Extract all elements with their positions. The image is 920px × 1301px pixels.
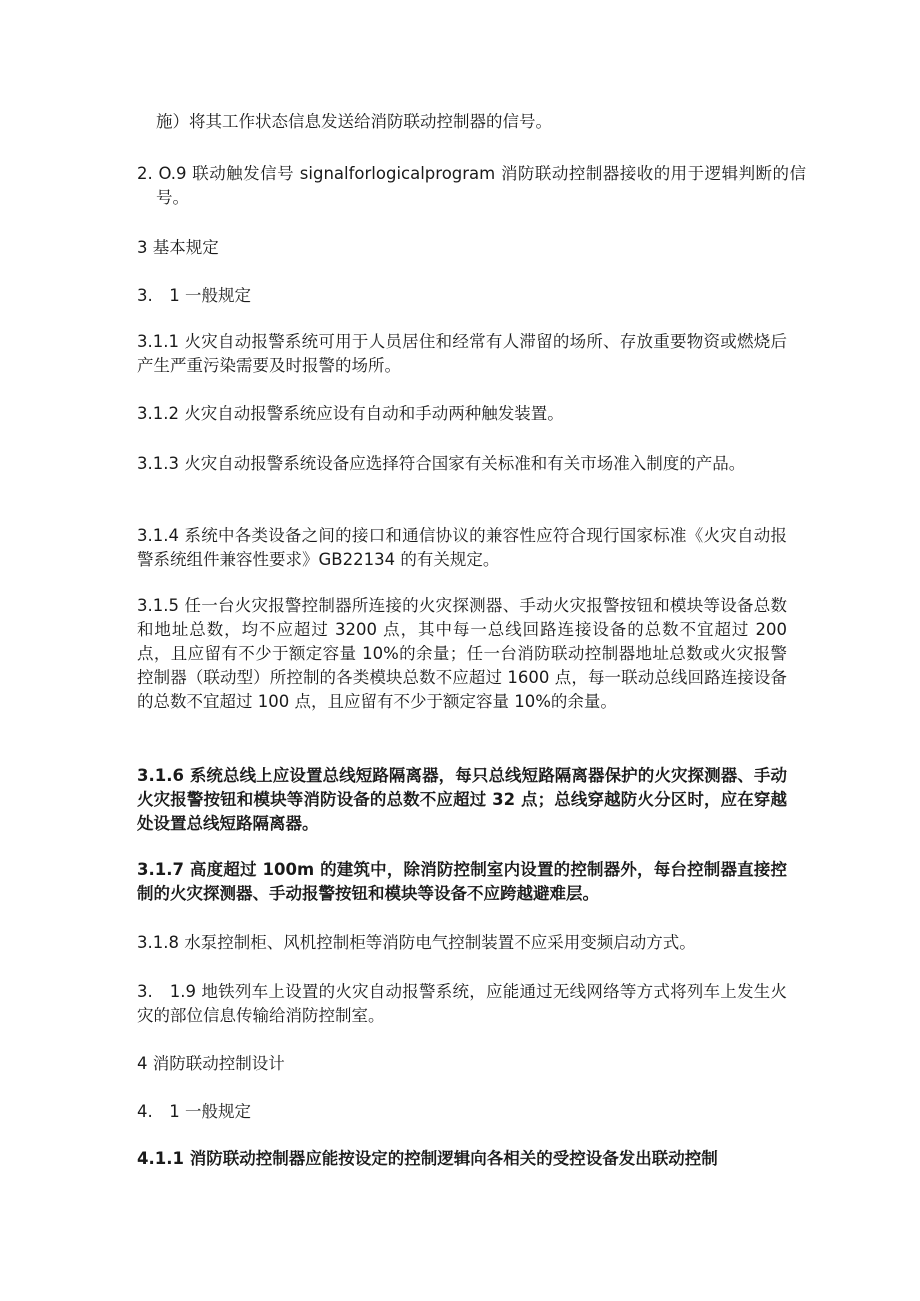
paragraph-2-0-9: 2. O.9 联动触发信号 signalforlogicalprogram 消防联动控制器接收的用于逻辑判断的信号。 [137, 164, 806, 207]
paragraph-continuation: 施）将其工作状态信息发送给消防联动控制器的信号。 [156, 112, 552, 131]
paragraph-3-1-3: 3.1.3 火灾自动报警系统设备应选择符合国家有关标准和有关市场准入制度的产品。 [137, 454, 746, 473]
section-heading-3: 3 基本规定 [137, 238, 219, 257]
paragraph-3-1-7: 3.1.7 高度超过 100m 的建筑中，除消防控制室内设置的控制器外，每台控制器直接控制的火灾探测器、手动报警按钮和模块等设备不应跨越避难层。 [137, 860, 787, 903]
subsection-heading-3-1: 3. 1 一般规定 [137, 286, 251, 305]
paragraph-3-1-2: 3.1.2 火灾自动报警系统应设有自动和手动两种触发装置。 [137, 404, 564, 423]
paragraph-3-1-5: 3.1.5 任一台火灾报警控制器所连接的火灾探测器、手动火灾报警按钮和模块等设备总数和地址总数，均不应超过 3200 点，其中每一总线回路连接设备的总数不宜超过 200 点，且应留有不少于额定容量 10%的余量；任一台消防联动控制器地址总数或火灾报警控制器（联动型）所控制的各类模块总数不应超过 1600 点，每一联动总线回路连接设备的总数不宜超过 100 点，且应留有不少于额定容量 10%的余量。 [137, 596, 787, 711]
paragraph-3-1-1: 3.1.1 火灾自动报警系统可用于人员居住和经常有人滞留的场所、存放重要物资或燃烧后产生严重污染需要及时报警的场所。 [137, 332, 787, 375]
paragraph-3-1-9: 3. 1.9 地铁列车上设置的火灾自动报警系统，应能通过无线网络等方式将列车上发生火灾的部位信息传输给消防控制室。 [137, 982, 787, 1025]
paragraph-4-1-1: 4.1.1 消防联动控制器应能按设定的控制逻辑向各相关的受控设备发出联动控制 [137, 1149, 718, 1168]
paragraph-3-1-8: 3.1.8 水泵控制柜、风机控制柜等消防电气控制装置不应采用变频启动方式。 [137, 933, 696, 952]
paragraph-3-1-6: 3.1.6 系统总线上应设置总线短路隔离器，每只总线短路隔离器保护的火灾探测器、手动火灾报警按钮和模块等消防设备的总数不应超过 32 点；总线穿越防火分区时，应在穿越处设置总线短路隔离器。 [137, 766, 787, 833]
paragraph-3-1-4: 3.1.4 系统中各类设备之间的接口和通信协议的兼容性应符合现行国家标准《火灾自动报警系统组件兼容性要求》GB22134 的有关规定。 [137, 526, 787, 569]
subsection-heading-4-1: 4. 1 一般规定 [137, 1102, 251, 1121]
section-heading-4: 4 消防联动控制设计 [137, 1054, 285, 1073]
